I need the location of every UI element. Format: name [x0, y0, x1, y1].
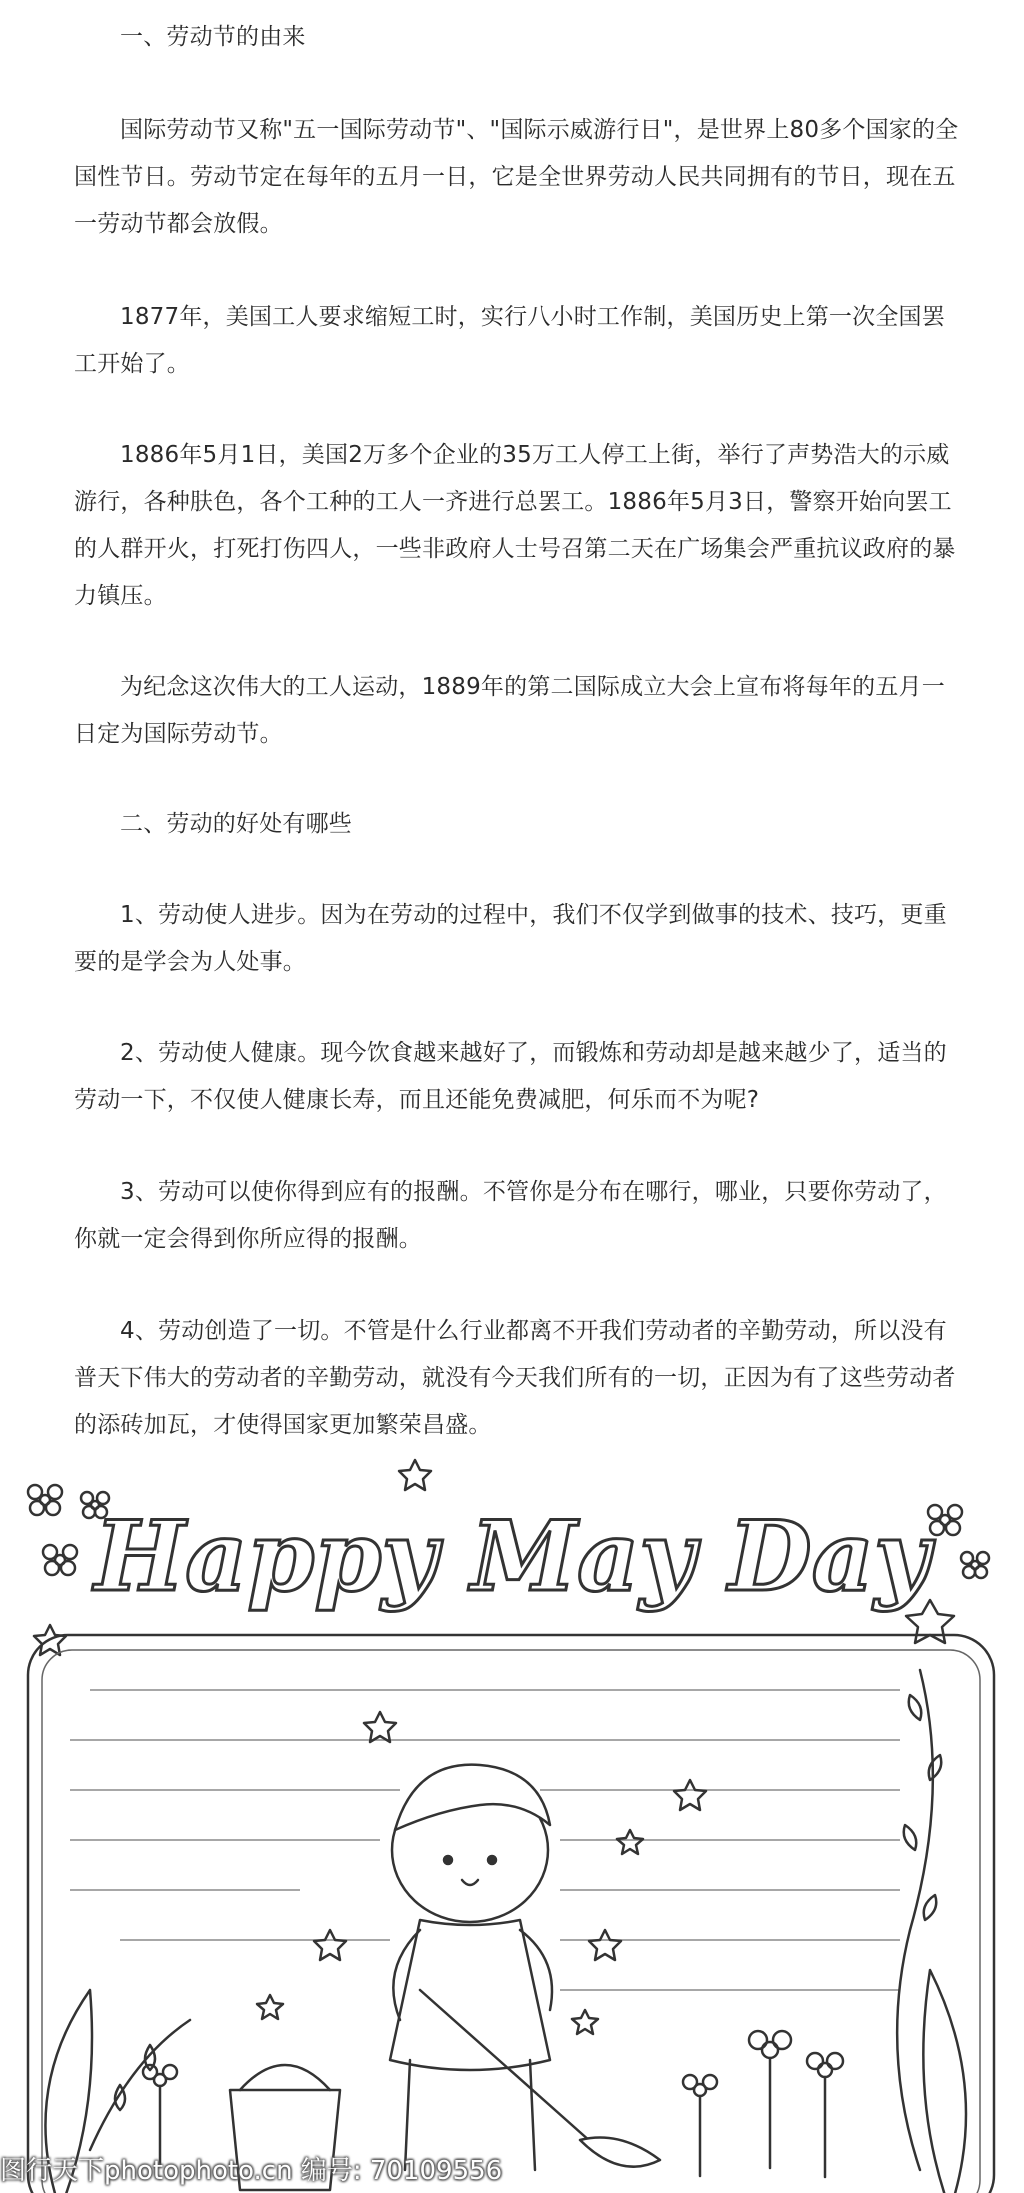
- flower-icon: [43, 1545, 77, 1575]
- boy-figure: [390, 1765, 552, 2170]
- star-icon: [589, 1930, 621, 1960]
- board-frame: [28, 1635, 994, 2193]
- section-heading-benefits: 二、劳动的好处有哪些: [120, 811, 352, 837]
- star-icon: [314, 1930, 346, 1960]
- poster-illustration: [0, 1450, 1024, 2193]
- benefit-3: 3、劳动可以使你得到应有的报酬。不管你是分布在哪行，哪业，只要你劳动了，你就一定会得到你所应得的报酬。: [74, 1179, 947, 1252]
- flower-icon: [28, 1485, 62, 1515]
- flower-icon: [961, 1552, 989, 1578]
- star-icon: [674, 1780, 706, 1810]
- flower-icon: [928, 1505, 962, 1535]
- poster-title: Happy May Day: [94, 1500, 930, 1613]
- star-icon: [399, 1460, 431, 1490]
- paragraph-1886: 1886年5月1日，美国2万多个企业的35万工人停工上街，举行了声势浩大的示威游行，各种肤色，各个工种的工人一齐进行总罢工。1886年5月3日，警察开始向罢工的人群开火，打死打伤四人，一些非政府人士号召第二天在广场集会严重抗议政府的暴力镇压。: [74, 442, 956, 609]
- may-day-poster: [0, 1450, 1024, 2193]
- paragraph-intro: 国际劳动节又称"五一国际劳动节"、"国际示威游行日"，是世界上80多个国家的全国性节日。劳动节定在每年的五月一日，它是全世界劳动人民共同拥有的节日，现在五一劳动节都会放假。: [74, 117, 959, 237]
- paragraph-1877: 1877年，美国工人要求缩短工时，实行八小时工作制，美国历史上第一次全国罢工开始了。: [74, 304, 945, 377]
- mop-head: [580, 2138, 660, 2167]
- flower-icon: [683, 2075, 717, 2176]
- section-heading-origin: 一、劳动节的由来: [120, 24, 306, 50]
- star-icon: [617, 1830, 643, 1854]
- star-icon: [257, 1995, 283, 2019]
- paragraph-1889: 为纪念这次伟大的工人运动，1889年的第二国际成立大会上宣布将每年的五月一日定为国际劳动节。: [74, 674, 945, 747]
- watermark: 图行天下photophoto.cn 编号: 70109556: [0, 2156, 503, 2186]
- flower-icon: [807, 2053, 843, 2177]
- flower-icon: [749, 2031, 791, 2168]
- right-plant: [923, 1970, 966, 2193]
- star-icon: [364, 1712, 396, 1742]
- benefit-2: 2、劳动使人健康。现今饮食越来越好了，而锻炼和劳动却是越来越少了，适当的劳动一下，不仅使人健康长寿，而且还能免费减肥，何乐而不为呢?: [74, 1040, 947, 1113]
- star-icon: [572, 2010, 598, 2034]
- benefit-1: 1、劳动使人进步。因为在劳动的过程中，我们不仅学到做事的技术、技巧，更重要的是学会为人处事。: [74, 902, 947, 975]
- benefit-4: 4、劳动创造了一切。不管是什么行业都离不开我们劳动者的辛勤劳动，所以没有普天下伟大的劳动者的辛勤劳动，就没有今天我们所有的一切，正因为有了这些劳动者的添砖加瓦，才使得国家更加繁荣昌盛。: [74, 1318, 956, 1438]
